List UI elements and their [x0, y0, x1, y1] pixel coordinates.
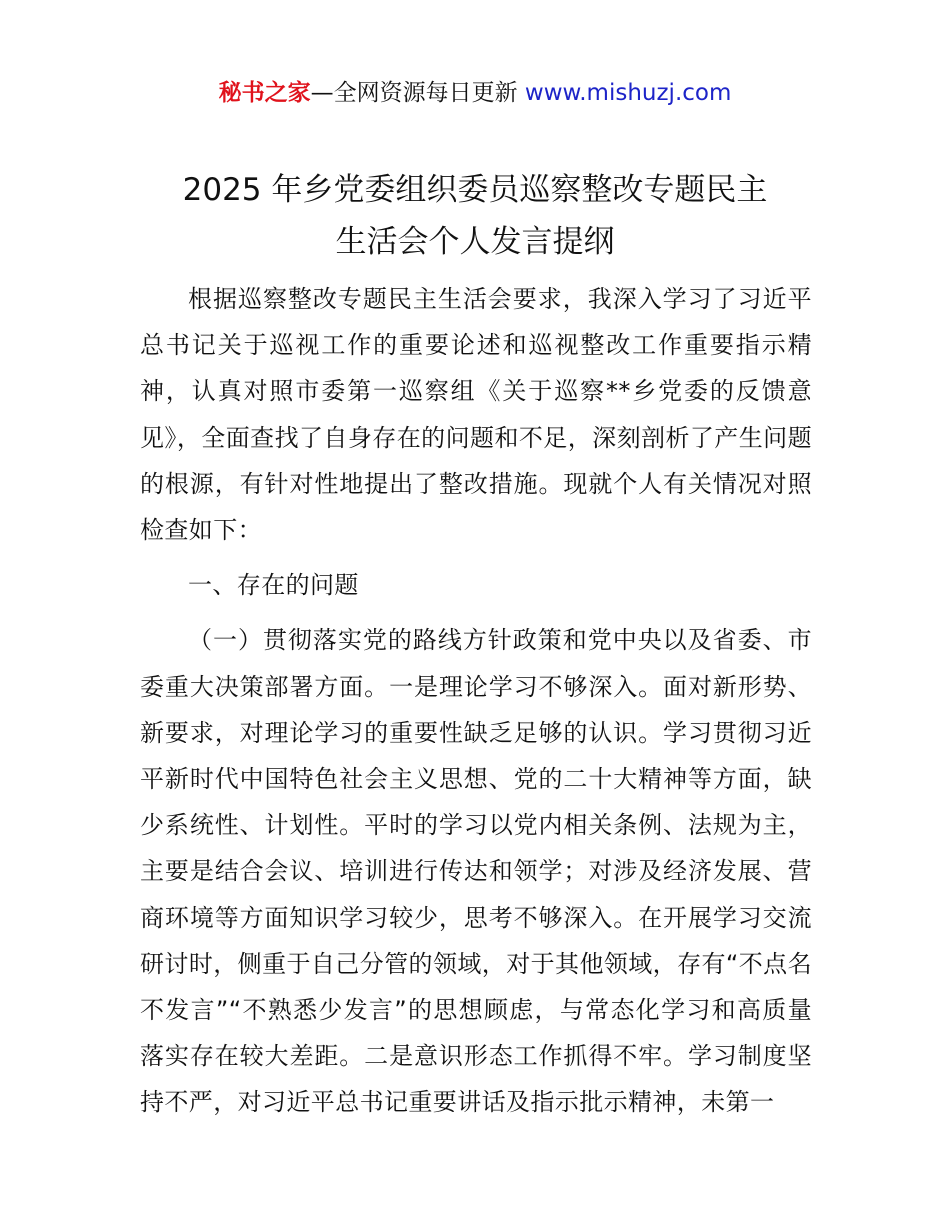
- site-tagline: —全网资源每日更新: [310, 80, 525, 106]
- document-body: [140, 276, 812, 1126]
- section-heading: 一、存在的问题: [188, 571, 359, 600]
- document-title-line-2: 生活会个人发言提纲: [335, 224, 615, 260]
- document-title: [0, 164, 950, 268]
- document-title-line-1: 2025 年乡党委组织委员巡察整改专题民主: [182, 172, 768, 208]
- intro-paragraph: 根据巡察整改专题民主生活会要求，我深入学习了习近平总书记关于巡视工作的重要论述和巡视整改工作重要指示精神，认真对照市委第一巡察组《关于巡察**乡党委的反馈意见》，全面查找了自身存在的问题和不足，深刻剖析了产生问题的根源，有针对性地提出了整改措施。现就个人有关情况对照检查如下：: [140, 285, 812, 545]
- section-paragraph: （一）贯彻落实党的路线方针政策和党中央以及省委、市委重大决策部署方面。一是理论学习不够深入。面对新形势、新要求，对理论学习的重要性缺乏足够的认识。学习贯彻习近平新时代中国特色社会主义思想、党的二十大精神等方面，缺少系统性、计划性。平时的学习以党内相关条例、法规为主，主要是结合会议、培训进行传达和领学；对涉及经济发展、营商环境等方面知识学习较少，思考不够深入。在开展学习交流研讨时，侧重于自己分管的领域，对于其他领域，存有“不点名不发言”“不熟悉少发言”的思想顾虑，与常态化学习和高质量落实存在较大差距。二是意识形态工作抓得不牢。学习制度坚持不严，对习近平总书记重要讲话及指示批示精神，未第一: [140, 626, 812, 1117]
- site-url-link[interactable]: www.mishuzj.com: [524, 80, 732, 106]
- site-header: [0, 76, 950, 110]
- site-brand: 秘书之家: [218, 80, 311, 106]
